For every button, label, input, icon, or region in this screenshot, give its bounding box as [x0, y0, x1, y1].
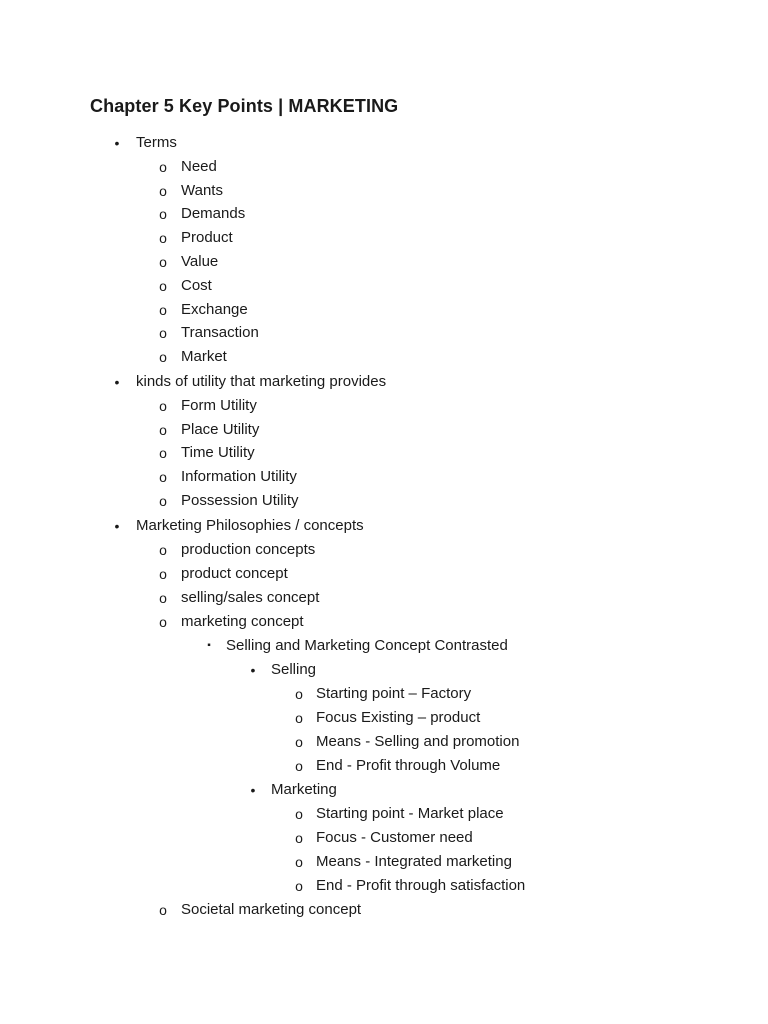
list-item-label: Product [181, 229, 233, 246]
bullet-circle: o [159, 422, 167, 438]
bullet-circle: o [295, 686, 303, 702]
list-item-label: Information Utility [181, 468, 297, 485]
outline-item-label: Terms [136, 134, 177, 151]
bullet-circle: o [159, 325, 167, 341]
bullet-circle: o [159, 542, 167, 558]
bullet-dot: • [250, 662, 256, 678]
bullet-circle: o [295, 830, 303, 846]
outline-item-label: Selling [271, 661, 317, 678]
bullet-square: ▪ [207, 640, 211, 651]
bullet-circle: o [159, 206, 167, 222]
list-item-label: Exchange [181, 301, 248, 318]
list-item-label: Wants [181, 182, 223, 199]
outline-item-label: Selling and Marketing Concept Contrasted [226, 637, 508, 654]
outline-item-label: Marketing Philosophies / concepts [136, 517, 364, 534]
list-item-label: Form Utility [181, 397, 257, 414]
list-item-label: Starting point – Factory [316, 685, 472, 702]
bullet-circle: o [295, 710, 303, 726]
bullet-circle: o [295, 806, 303, 822]
bullet-dot: • [114, 135, 120, 151]
bullet-circle: o [159, 278, 167, 294]
page-title: Chapter 5 Key Points | MARKETING [90, 96, 399, 116]
bullet-dot: • [250, 782, 256, 798]
list-item-label: Societal marketing concept [181, 901, 362, 918]
list-item-label: Focus Existing – product [316, 709, 481, 726]
bullet-circle: o [295, 878, 303, 894]
list-item-label: Cost [181, 277, 212, 294]
outline-item-label: Marketing [271, 781, 337, 798]
bullet-circle: o [159, 469, 167, 485]
list-item-label: Means - Selling and promotion [316, 733, 520, 750]
bullet-circle: o [159, 590, 167, 606]
bullet-circle: o [295, 734, 303, 750]
bullet-circle: o [159, 398, 167, 414]
list-item-label: Possession Utility [181, 492, 299, 509]
list-item-label: Place Utility [181, 421, 260, 438]
list-item-label: Demands [181, 205, 246, 222]
list-item-label: Transaction [181, 324, 259, 341]
bullet-circle: o [159, 614, 167, 630]
bullet-circle: o [159, 230, 167, 246]
bullet-circle: o [159, 566, 167, 582]
bullet-dot: • [114, 374, 120, 390]
bullet-dot: • [114, 518, 120, 534]
list-item-label: production concepts [181, 541, 316, 558]
list-item-label: End - Profit through Volume [316, 757, 501, 774]
list-item-label: marketing concept [181, 613, 304, 630]
bullet-circle: o [159, 254, 167, 270]
bullet-circle: o [159, 445, 167, 461]
bullet-circle: o [159, 183, 167, 199]
bullet-circle: o [159, 302, 167, 318]
bullet-circle: o [159, 159, 167, 175]
list-item-label: Focus - Customer need [316, 829, 473, 846]
list-item-label: Time Utility [181, 444, 255, 461]
list-item-label: Starting point - Market place [316, 805, 504, 822]
bullet-circle: o [295, 854, 303, 870]
bullet-circle: o [159, 902, 167, 918]
bullet-circle: o [159, 493, 167, 509]
outline-item-label: kinds of utility that marketing provides [136, 373, 387, 390]
list-item-label: Market [181, 348, 227, 365]
bullet-circle: o [295, 758, 303, 774]
list-item-label: Need [181, 158, 217, 175]
list-item-label: selling/sales concept [181, 589, 320, 606]
list-item-label: Value [181, 253, 219, 270]
list-item-label: product concept [181, 565, 288, 582]
list-item-label: End - Profit through satisfaction [316, 877, 526, 894]
list-item-label: Means - Integrated marketing [316, 853, 512, 870]
bullet-circle: o [159, 349, 167, 365]
